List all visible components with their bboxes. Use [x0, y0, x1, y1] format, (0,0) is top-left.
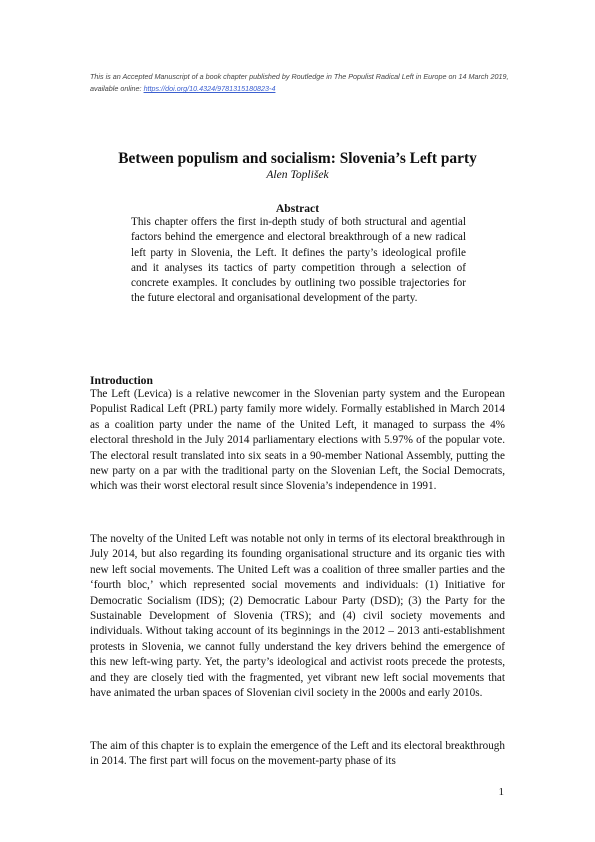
publication-notice-text: This is an Accepted Manuscript of a book chapter published by Routledge in The Populist Radical Left in Europe on 14 March 2019, available online: — [90, 72, 509, 93]
abstract-heading: Abstract — [275, 202, 320, 215]
chapter-title: Between populism and socialism: Slovenia’s Left party — [118, 150, 477, 167]
introduction-paragraph-1: The Left (Levica) is a relative newcomer in the Slovenian party system and the European Populist Radical Left (PRL) party family more widely. Formally established in March 2014 as a coalition party under the name of the United Left, it managed to surpass the 4% electoral threshold in the July 2014 parliamentary elections with 5.97% of the popular vote. The electoral result translated into six seats in a 90-member National Assembly, putting the new party on a par with the traditional party on the Slovenian Left, the Social Democrats, which was their worst electoral result since Slovenia’s independence in 1991. — [90, 388, 505, 493]
page-number: 1 — [498, 786, 504, 798]
publication-notice — [90, 71, 520, 95]
introduction-paragraph-2: The novelty of the United Left was notable not only in terms of its electoral breakthrough in July 2014, but also regarding its founding organisational structure and its organic ties with new left social movements. The United Left was a coalition of three smaller parties and the ‘fourth bloc,’ which represented social movements and individuals: (1) Initiative for Democratic Socialism (IDS); (2) Democratic Labour Party (DSD); (3) the Party for the Sustainable Development of Slovenia (TRS); and (4) civil society movements and individuals. Without taking account of its beginnings in the 2012 – 2013 anti-establishment protests in Slovenia, we cannot fully understand the key drivers behind the emergence of this new left-wing party. Yet, the party’s ideological and activist roots precede the protests, and they are closely tied with the fragmented, yet vibrant new left social movements that have animated the urban spaces of Slovenian civil society in the 2000s and early 2010s. — [90, 533, 505, 700]
introduction-heading: Introduction — [90, 374, 153, 387]
author-name: Alen Toplišek — [266, 168, 329, 181]
doi-link[interactable]: https://doi.org/10.4324/9781315180823-4 — [143, 84, 276, 93]
abstract-body: This chapter offers the first in-depth study of both structural and agential factors behind the emergence and electoral breakthrough of a new radical left party in Slovenia, the Left. It defines the party’s ideological profile and it analyses its tactics of party competition through a selection of concrete examples. It concludes by outlining two possible trajectories for the future electoral and organisational development of the party. — [131, 216, 466, 305]
introduction-paragraph-3: The aim of this chapter is to explain the emergence of the Left and its electoral breakthrough in 2014. The first part will focus on the movement-party phase of its — [90, 740, 505, 768]
